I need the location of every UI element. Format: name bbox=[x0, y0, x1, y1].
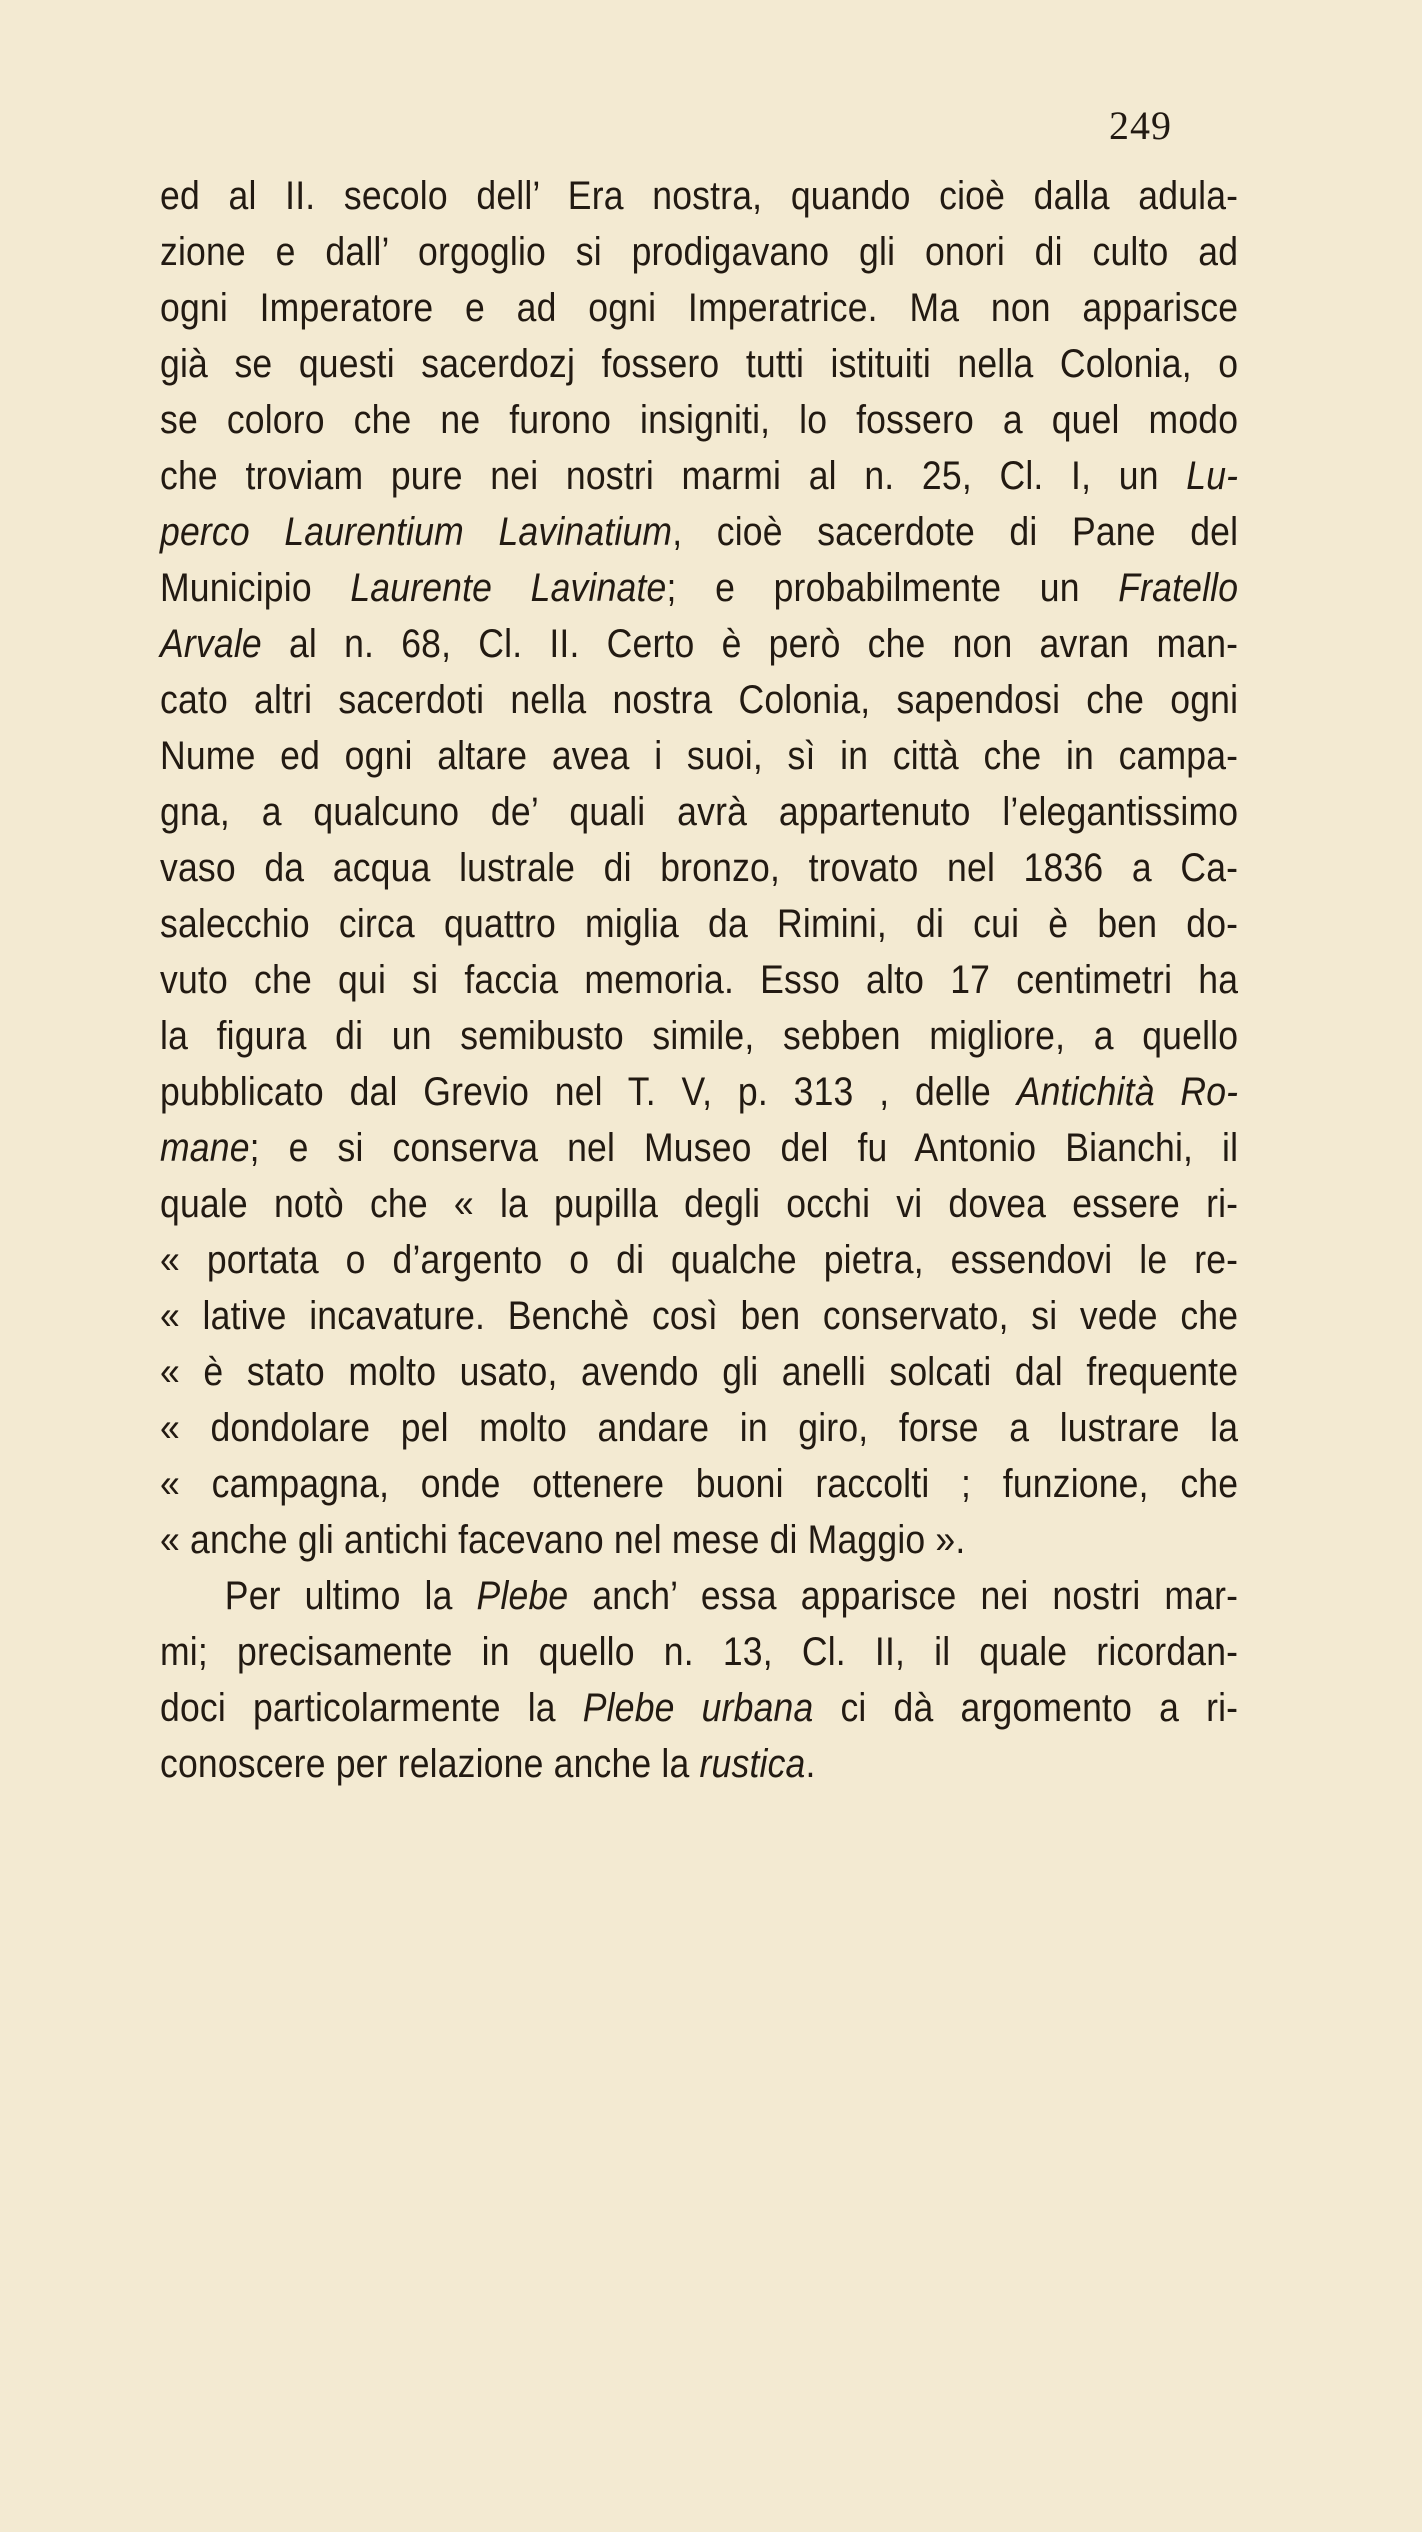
text-line bbox=[160, 168, 1238, 224]
text-run: « anche gli antichi facevano nel mese di Maggio ». bbox=[160, 1518, 966, 1562]
text-run: , cioè sacerdote di Pane del bbox=[672, 510, 1239, 554]
text-run: che troviam pure nei nostri marmi al n. 25, Cl. I, un bbox=[160, 454, 1187, 498]
text-line bbox=[160, 1064, 1238, 1120]
text-line bbox=[160, 896, 1238, 952]
text-line bbox=[160, 448, 1238, 504]
text-line bbox=[160, 1176, 1238, 1232]
text-run: doci particolarmente la bbox=[160, 1686, 583, 1730]
italic-text: Plebe bbox=[476, 1574, 569, 1618]
text-line bbox=[160, 1456, 1238, 1512]
text-run: « campagna, onde ottenere buoni raccolti ; funzione, che bbox=[160, 1462, 1239, 1506]
text-line bbox=[160, 336, 1238, 392]
text-line bbox=[160, 784, 1238, 840]
text-run: « lative incavature. Benchè così ben conservato, si vede che bbox=[160, 1294, 1239, 1338]
text-run: anch’ essa apparisce nei nostri mar- bbox=[568, 1574, 1239, 1618]
text-line bbox=[160, 728, 1238, 784]
text-run: ; e si conserva nel Museo del fu Antonio Bianchi, il bbox=[249, 1126, 1239, 1170]
text-line bbox=[160, 1120, 1238, 1176]
text-run: ed al II. secolo dell’ Era nostra, quando cioè dalla adula- bbox=[160, 174, 1239, 218]
text-line bbox=[160, 560, 1238, 616]
text-run: ogni Imperatore e ad ogni Imperatrice. Ma non apparisce bbox=[160, 286, 1239, 330]
text-line bbox=[160, 1568, 1238, 1624]
text-run: se coloro che ne furono insigniti, lo fossero a quel modo bbox=[160, 398, 1239, 442]
page-number: 249 bbox=[1109, 103, 1172, 148]
text-run: cato altri sacerdoti nella nostra Colonia, sapendosi che ogni bbox=[160, 678, 1239, 722]
italic-text: perco Laurentium Lavinatium bbox=[160, 510, 673, 554]
text-run: al n. 68, Cl. II. Certo è però che non avran man- bbox=[261, 622, 1239, 666]
text-run: ; e probabilmente un bbox=[666, 566, 1119, 610]
text-run: « portata o d’argento o di qualche pietra, essendovi le re- bbox=[160, 1238, 1239, 1282]
text-run: ci dà argomento a ri- bbox=[813, 1686, 1239, 1730]
text-line bbox=[160, 616, 1238, 672]
text-line bbox=[160, 392, 1238, 448]
text-line bbox=[160, 672, 1238, 728]
text-line bbox=[160, 1344, 1238, 1400]
text-run: la figura di un semibusto simile, sebben migliore, a quello bbox=[160, 1014, 1239, 1058]
text-run: vuto che qui si faccia memoria. Esso alto 17 centimetri ha bbox=[160, 958, 1239, 1002]
text-line bbox=[160, 1232, 1238, 1288]
text-run: « è stato molto usato, avendo gli anelli solcati dal frequente bbox=[160, 1350, 1239, 1394]
text-line bbox=[160, 952, 1238, 1008]
italic-text: Arvale bbox=[160, 622, 262, 666]
text-line bbox=[160, 1008, 1238, 1064]
text-run: già se questi sacerdozj fossero tutti istituiti nella Colonia, o bbox=[160, 342, 1239, 386]
text-run: pubblicato dal Grevio nel T. V, p. 313 , delle bbox=[160, 1070, 1017, 1114]
text-line bbox=[160, 224, 1238, 280]
italic-text: Antichità Ro- bbox=[1016, 1070, 1239, 1114]
text-line bbox=[160, 1400, 1238, 1456]
text-run: vaso da acqua lustrale di bronzo, trovato nel 1836 a Ca- bbox=[160, 846, 1239, 890]
italic-text: Fratello bbox=[1118, 566, 1239, 610]
text-run: Per ultimo la bbox=[224, 1574, 477, 1618]
body-text bbox=[160, 168, 1239, 1792]
text-run: Municipio bbox=[160, 566, 351, 610]
text-run: Nume ed ogni altare avea i suoi, sì in città che in campa- bbox=[160, 734, 1239, 778]
text-line bbox=[160, 1624, 1238, 1680]
italic-text: rustica bbox=[699, 1742, 806, 1786]
text-line bbox=[160, 1736, 1238, 1792]
text-run: mi; precisamente in quello n. 13, Cl. II, il quale ricordan- bbox=[160, 1630, 1239, 1674]
text-line bbox=[160, 1288, 1238, 1344]
text-line bbox=[160, 504, 1238, 560]
text-line bbox=[160, 280, 1238, 336]
text-run: zione e dall’ orgoglio si prodigavano gli onori di culto ad bbox=[160, 230, 1239, 274]
text-line bbox=[160, 1680, 1238, 1736]
text-run: gna, a qualcuno de’ quali avrà appartenuto l’elegantissimo bbox=[160, 790, 1239, 834]
text-line bbox=[160, 840, 1238, 896]
text-line bbox=[160, 1512, 1238, 1568]
text-run: quale notò che « la pupilla degli occhi vi dovea essere ri- bbox=[160, 1182, 1239, 1226]
text-run: conoscere per relazione anche la bbox=[160, 1742, 700, 1786]
italic-text: Lu- bbox=[1186, 454, 1239, 498]
italic-text: Laurente Lavinate bbox=[350, 566, 667, 610]
text-run: . bbox=[805, 1742, 816, 1786]
text-run: « dondolare pel molto andare in giro, forse a lustrare la bbox=[160, 1406, 1239, 1450]
italic-text: Plebe urbana bbox=[582, 1686, 814, 1730]
text-run: salecchio circa quattro miglia da Rimini, di cui è ben do- bbox=[160, 902, 1239, 946]
italic-text: mane bbox=[160, 1126, 250, 1170]
